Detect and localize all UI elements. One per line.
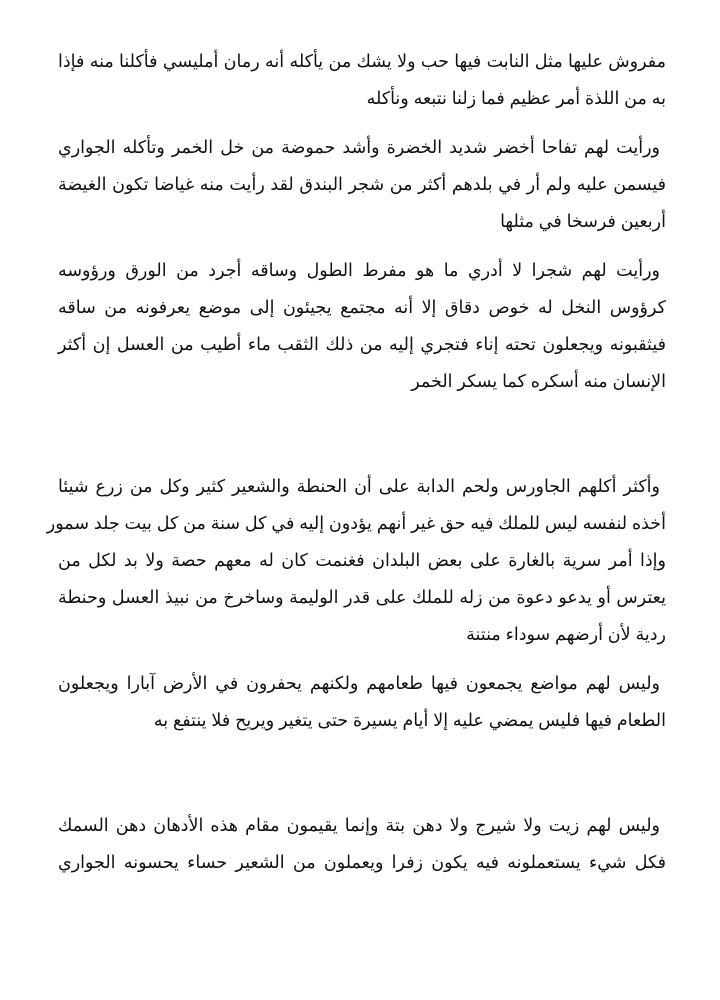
text-line: فكل شيء يستعملونه فيه يكون زفرا ويعملون من الشعير حساء يحسونه الجواري bbox=[58, 852, 666, 872]
text-line: وإذا أمر سرية بالغارة على بعض البلدان فغنمت كان له معهم حصة ولا بد لكل من bbox=[58, 550, 666, 570]
text-line: الإنسان منه أسكره كما يسكر الخمر bbox=[411, 371, 666, 391]
text-line: كرؤوس النخل له خوص دقاق إلا أنه مجتمع يجيئون إلى موضع يعرفونه من ساقه bbox=[58, 297, 666, 317]
text-line: به من اللذة أمر عظيم فما زلنا نتبعه ونأكله bbox=[366, 88, 666, 108]
text-line: ورأيت لهم تفاحا أخضر شديد الخضرة وأشد حموضة من خل الخمر وتأكله الجواري bbox=[58, 137, 660, 157]
text-line: وليس لهم زيت ولا شيرج ولا دهن بتة وإنما يقيمون مقام هذه الأدهان دهن السمك bbox=[58, 815, 660, 835]
text-line: يعترس أو يدعو دعوة من زله للملك على قدر الوليمة وساخرخ من نبيذ العسل وحنطة bbox=[58, 587, 666, 607]
paragraph-spacer bbox=[58, 739, 666, 807]
text-line: مفروش عليها مثل النابت فيها حب ولا يشك من يأكله أنه رمان أمليسي فأكلنا منه فإذا bbox=[58, 51, 666, 71]
text-line: أربعين فرسخا في مثلها bbox=[500, 211, 666, 231]
paragraph-spacer bbox=[58, 653, 666, 665]
text-line: وأكثر أكلهم الجاورس ولحم الدابة على أن الحنطة والشعير كثير وكل من زرع شيئا bbox=[58, 476, 660, 496]
paragraph-3 bbox=[58, 252, 666, 400]
text-line: أخذه لنفسه ليس للملك فيه حق غير أنهم يؤدون إليه في كل سنة من كل بيت جلد سمور bbox=[46, 513, 666, 533]
paragraph-spacer bbox=[58, 240, 666, 252]
paragraph-4 bbox=[46, 468, 666, 653]
text-line: الطعام فيها فليس يمضي عليه إلا أيام يسيرة حتى يتغير ويريح فلا ينتفع به bbox=[153, 710, 666, 730]
document-page bbox=[46, 43, 666, 881]
paragraph-6 bbox=[58, 807, 666, 881]
text-line: فيثقبونه ويجعلون تحته إناء فتجري إليه من ذلك الثقب ماء أطيب من العسل إن أكثر bbox=[58, 334, 666, 354]
paragraph-spacer bbox=[58, 117, 666, 129]
text-line: فيسمن عليه ولم أر في بلدهم أكثر من شجر البندق لقد رأيت منه غياضا تكون الغيضة bbox=[58, 174, 666, 194]
paragraph-1 bbox=[58, 43, 666, 117]
paragraph-spacer bbox=[58, 400, 666, 468]
paragraph-5 bbox=[58, 665, 666, 739]
paragraph-2 bbox=[58, 129, 666, 240]
text-line: ورأيت لهم شجرا لا أدري ما هو مفرط الطول وساقه أجرد من الورق ورؤوسه bbox=[58, 260, 660, 280]
text-line: وليس لهم مواضع يجمعون فيها طعامهم ولكنهم يحفرون في الأرض آبارا ويجعلون bbox=[58, 673, 660, 693]
text-line: ردية لأن أرضهم سوداء منتنة bbox=[466, 624, 666, 644]
